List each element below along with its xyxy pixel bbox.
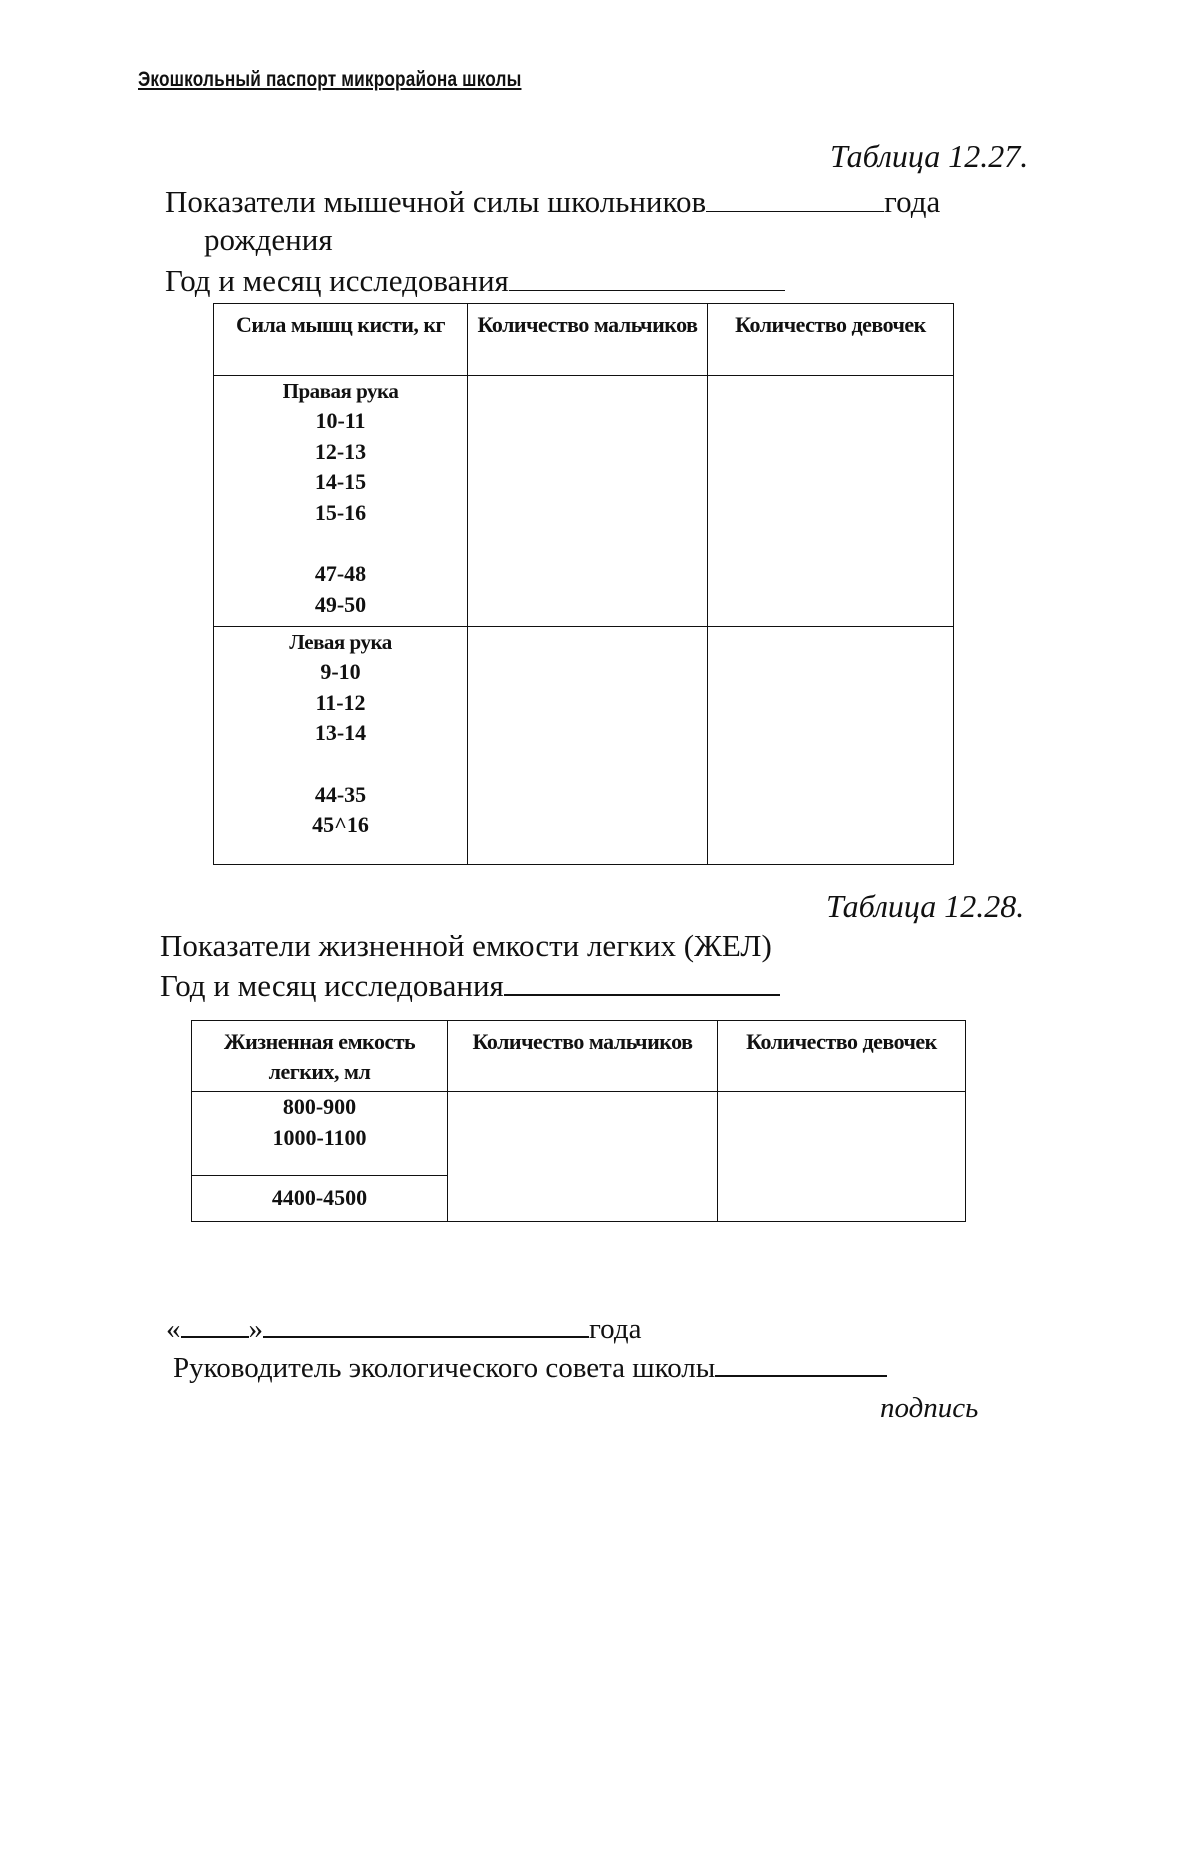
open-quote: «	[166, 1313, 181, 1345]
table-2-study-date	[160, 970, 780, 1001]
table-row-capacity-top	[192, 1092, 966, 1176]
right-hand-value: 14-15	[314, 469, 367, 494]
left-hand-value: 11-12	[315, 689, 366, 715]
muscle-strength-table	[213, 303, 954, 865]
col-header-boys: Количество мальчиков	[468, 304, 708, 376]
left-hand-value: 44-35	[314, 781, 367, 807]
table-row-left-hand	[214, 627, 954, 865]
spacer	[214, 749, 467, 780]
left-hand-value: 45^16	[312, 812, 369, 837]
spacer	[214, 528, 467, 559]
running-header: Экошкольный паспорт микрорайона школы	[138, 68, 522, 91]
table-1-title-line-2: рождения	[204, 222, 333, 257]
right-hand-value: 49-50	[314, 591, 367, 617]
col-header-boys: Количество мальчиков	[448, 1021, 718, 1092]
right-hand-boys-cell	[468, 376, 708, 627]
right-hand-value: 15-16	[314, 499, 367, 525]
capacity-top-cell	[192, 1092, 448, 1176]
table-1-study-date-blank	[509, 289, 785, 291]
table-1-title-part2: года	[884, 184, 941, 219]
right-hand-girls-cell	[708, 376, 954, 627]
right-hand-label: Правая рука	[282, 379, 399, 403]
director-line	[173, 1352, 887, 1385]
table-2-study-date-label: Год и месяц исследования	[160, 968, 504, 1003]
right-hand-value: 47-48	[314, 561, 367, 586]
col-header-girls: Количество девочек	[718, 1021, 966, 1092]
capacity-value: 4400-4500	[271, 1185, 368, 1211]
table-1-study-date-label: Год и месяц исследования	[165, 263, 509, 298]
table-1-study-date	[165, 265, 785, 296]
year-word: года	[589, 1313, 642, 1345]
table-row-right-hand	[214, 376, 954, 627]
lung-capacity-table	[191, 1020, 966, 1222]
table-2-study-date-blank	[504, 993, 780, 996]
left-hand-value: 13-14	[314, 720, 367, 745]
director-label: Руководитель экологического совета школы	[173, 1352, 716, 1384]
table-1-caption: Таблица 12.27.	[830, 138, 1029, 174]
table-header-row	[192, 1021, 966, 1092]
date-line	[166, 1313, 641, 1346]
capacity-bottom-cell	[192, 1176, 448, 1222]
month-blank	[263, 1335, 589, 1338]
col-header-strength: Сила мышц кисти, кг	[214, 304, 468, 376]
right-hand-cell	[214, 376, 468, 627]
col-header-girls: Количество девочек	[708, 304, 954, 376]
table-1-title-part1: Показатели мышечной силы школьников	[165, 184, 707, 219]
left-hand-boys-cell	[468, 627, 708, 865]
capacity-girls-cell	[718, 1092, 966, 1222]
table-2-title: Показатели жизненной емкости легких (ЖЕЛ)	[160, 928, 772, 963]
right-hand-value: 12-13	[314, 438, 367, 464]
birth-year-blank	[706, 210, 884, 212]
left-hand-value: 9-10	[320, 659, 361, 684]
table-2-caption: Таблица 12.28.	[826, 888, 1025, 924]
left-hand-label: Левая рука	[289, 630, 392, 654]
table-header-row	[214, 304, 954, 376]
left-hand-girls-cell	[708, 627, 954, 865]
capacity-value: 800-900	[282, 1094, 357, 1119]
close-quote: »	[248, 1313, 263, 1345]
left-hand-cell	[214, 627, 468, 865]
right-hand-value: 10-11	[315, 408, 366, 433]
capacity-value: 1000-1100	[272, 1124, 367, 1150]
signature-caption: подпись	[880, 1392, 979, 1424]
signature-blank	[715, 1374, 887, 1377]
col-header-capacity: Жизненная емкость легких, мл	[192, 1021, 448, 1092]
table-1-title-line-1	[165, 186, 940, 217]
capacity-boys-cell	[448, 1092, 718, 1222]
day-blank	[181, 1335, 249, 1338]
